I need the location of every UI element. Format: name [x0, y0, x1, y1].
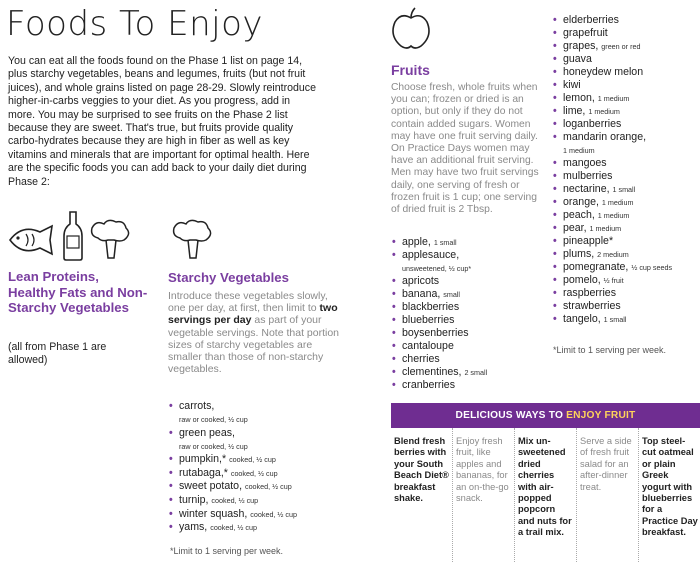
item-portion: 1 medium — [589, 224, 622, 233]
list-item — [553, 222, 700, 235]
list-item — [553, 196, 700, 209]
item-portion: cooked, ½ cup — [211, 495, 259, 505]
list-item — [392, 236, 552, 249]
list-item — [169, 453, 359, 466]
banner-text: DELICIOUS WAYS TO — [455, 410, 567, 421]
item-name: pumpkin,* — [179, 453, 227, 466]
bottle-icon — [62, 210, 84, 262]
list-item — [392, 353, 552, 366]
item-name: lemon, — [563, 92, 595, 104]
list-item — [169, 521, 359, 534]
item-name: applesauce, — [402, 249, 460, 261]
item-name: kiwi — [563, 79, 581, 91]
item-portion: green or red — [601, 42, 641, 51]
item-name: orange, — [563, 196, 599, 208]
item-portion: raw or cooked, ½ cup — [179, 441, 248, 451]
item-name: pomelo, — [563, 274, 601, 286]
item-portion: 2 medium — [597, 250, 629, 259]
list-item — [553, 248, 700, 261]
item-portion: 1 medium — [601, 198, 634, 207]
item-portion: cooked, ½ cup — [229, 455, 276, 465]
list-item — [392, 340, 552, 353]
starchy-paragraph-emphasis: two servings per day — [168, 302, 338, 327]
banner-emphasis: ENJOY FRUIT — [566, 410, 636, 421]
item-name: peach, — [563, 209, 595, 221]
fruit-list-2 — [553, 14, 700, 326]
item-portion: cooked, ½ cup — [210, 523, 257, 533]
starchy-footnote: *Limit to 1 serving per week. — [170, 546, 284, 556]
fruits-paragraph: Choose fresh, whole fruits when you can; frozen or dried is an option, but only if they do not contain added sugars. Women may have one fruit serving daily. On Practice Days women may have an additional fruit serving. Men may have two fruit servings daily, one serving of fresh or frozen fruit is 1 cup; one serving of dried fruit is 2 Tbsp. — [391, 82, 539, 216]
list-item — [553, 92, 700, 105]
list-item — [392, 275, 552, 288]
starchy-vegetable-list — [169, 400, 359, 535]
item-name: grapefruit — [563, 27, 608, 39]
fish-icon — [6, 222, 60, 258]
apple-icon — [390, 6, 432, 50]
list-item — [392, 366, 552, 379]
way-tip: Top steel-cut oatmeal or plain Greek yogurt with blueberries for a Practice Day breakfast. — [638, 428, 700, 562]
item-name: cranberries — [402, 379, 455, 391]
list-item — [553, 313, 700, 326]
list-item — [553, 53, 700, 66]
item-portion: 1 small — [433, 238, 457, 247]
list-item — [553, 118, 700, 131]
item-name: blueberries — [402, 314, 455, 326]
list-item — [169, 400, 359, 426]
item-name: guava — [563, 53, 592, 65]
list-item — [169, 508, 359, 521]
item-name: cherries — [402, 353, 440, 365]
item-name: turnip, — [179, 493, 209, 506]
list-item — [392, 288, 552, 301]
list-item — [553, 183, 700, 196]
broccoli-icon — [170, 218, 214, 260]
list-item — [392, 327, 552, 340]
list-item — [553, 14, 700, 27]
item-portion: ½ fruit — [603, 276, 624, 285]
item-portion: small — [443, 290, 461, 299]
item-name: boysenberries — [402, 327, 469, 339]
starchy-paragraph — [168, 290, 348, 375]
starchy-paragraph-rest: as part of your vegetable servings. Note that portion sizes of starchy vegetables are smaller than those of non-starchy vegetables. — [168, 314, 340, 376]
ways-row — [391, 428, 700, 562]
list-item — [553, 66, 700, 79]
item-portion: 1 medium — [588, 107, 620, 116]
list-item — [553, 40, 700, 53]
fruits-footnote: *Limit to 1 serving per week. — [553, 345, 667, 355]
broccoli-icon — [88, 218, 132, 260]
list-item — [553, 209, 700, 222]
item-name: yams, — [179, 521, 208, 534]
list-item — [169, 467, 359, 480]
item-name: mandarin orange, — [563, 131, 647, 143]
item-name: apple, — [402, 236, 431, 248]
item-name: tangelo, — [563, 313, 601, 325]
item-portion: cooked, ½ cup — [250, 509, 298, 519]
item-name: lime, — [563, 105, 586, 117]
item-name: pear, — [563, 222, 587, 234]
item-portion: ½ cup seeds — [631, 263, 673, 272]
item-name: raspberries — [563, 287, 616, 299]
item-name: honeydew melon — [563, 66, 644, 78]
list-item — [553, 287, 700, 300]
item-name: grapes, — [563, 40, 599, 52]
item-portion: 1 small — [603, 315, 627, 324]
item-name: rutabaga,* — [179, 466, 228, 479]
item-portion: 1 medium — [563, 146, 595, 155]
item-name: strawberries — [563, 300, 621, 312]
item-portion: raw or cooked, ½ cup — [179, 415, 248, 424]
item-name: pineapple* — [563, 235, 614, 247]
list-item — [392, 249, 552, 275]
item-portion: cooked, ½ cup — [244, 482, 292, 492]
item-name: nectarine, — [563, 183, 610, 195]
page-title: Foods To Enjoy — [6, 4, 264, 44]
way-tip: Enjoy fresh fruit, like apples and bananas, for an on-the-go snack. — [452, 428, 514, 562]
list-item — [553, 300, 700, 313]
fruits-heading: Fruits — [391, 62, 430, 78]
item-name: carrots, — [179, 400, 215, 412]
item-name: winter squash, — [179, 507, 248, 520]
list-item — [553, 261, 700, 274]
list-item — [553, 131, 700, 157]
starchy-paragraph-intro: Introduce these vegetables slowly, one per day, at first, then limit to — [168, 290, 328, 315]
item-portion: 1 medium — [597, 211, 630, 220]
item-name: green peas, — [179, 426, 235, 439]
item-name: sweet potato, — [179, 480, 243, 493]
list-item — [169, 427, 359, 453]
item-name: elderberries — [563, 14, 619, 26]
way-tip: Blend fresh berries with your South Beach Diet® breakfast shake. — [394, 436, 449, 504]
list-item — [169, 494, 359, 507]
item-name: blackberries — [402, 301, 460, 313]
ways-banner — [391, 403, 700, 428]
item-portion: 1 small — [612, 185, 636, 194]
list-item — [553, 157, 700, 170]
list-item — [553, 274, 700, 287]
starchy-vegetables-heading: Starchy Vegetables — [168, 270, 289, 285]
item-portion: cooked, ½ cup — [230, 468, 278, 478]
item-name: cantaloupe — [402, 340, 454, 352]
item-name: pomegranate, — [563, 261, 629, 273]
item-name: banana, — [402, 288, 441, 300]
way-tip: Mix un-sweetened dried cherries with air-popped popcorn and nuts for a trail mix. — [514, 428, 576, 562]
fruit-list-1 — [392, 236, 552, 392]
list-item — [553, 235, 700, 248]
list-item — [169, 480, 359, 493]
list-item — [553, 27, 700, 40]
lean-proteins-heading: Lean Proteins, Healthy Fats and Non-Starchy Vegetables — [8, 269, 148, 315]
intro-paragraph: You can eat all the foods found on the Phase 1 list on page 14, plus starchy vegetables, beans and legumes, fruits (but not fruit juices), and whole grains listed on page 28-29. Slowly reintroduce higher-in-carbs veggies to your diet. As you progress, add in more. You may be surprised to see fruits on the Phase 2 list because they are sweet. That's true, but fruits provide quality carbo-hydrates because they are high in fiber as well as key vitamins and minerals that are important for optimal health. Here are the specific foods you can add back to your daily diet during Phase 2: — [8, 55, 316, 188]
list-item — [553, 105, 700, 118]
item-name: loganberries — [563, 118, 622, 130]
item-name: plums, — [563, 248, 595, 260]
item-portion: 2 small — [464, 368, 488, 377]
list-item — [553, 170, 700, 183]
way-tip: Serve a side of fresh fruit salad for an after-dinner treat. — [576, 428, 638, 562]
list-item — [553, 79, 700, 92]
item-name: mangoes — [563, 157, 607, 169]
list-item — [392, 314, 552, 327]
lean-proteins-note: (all from Phase 1 are allowed) — [8, 341, 107, 366]
list-item — [392, 301, 552, 314]
item-name: apricots — [402, 275, 440, 287]
item-portion: 1 medium — [597, 94, 630, 103]
list-item — [392, 379, 552, 392]
item-name: mulberries — [563, 170, 613, 182]
item-name: clementines, — [402, 366, 462, 378]
item-portion: unsweetened, ½ cup* — [402, 264, 472, 273]
